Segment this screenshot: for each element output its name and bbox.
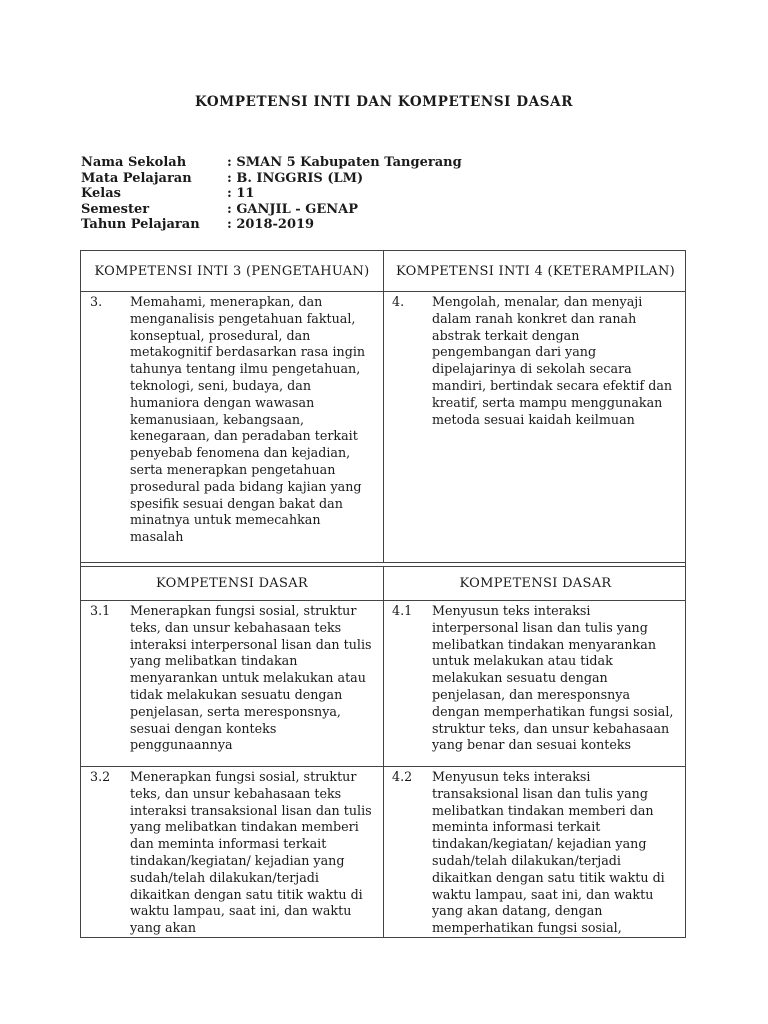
info-row-class <box>81 186 462 202</box>
info-label: Mata Pelajaran <box>81 170 192 186</box>
info-value: : B. INGGRIS (LM) <box>227 170 364 186</box>
item-text: Menerapkan fungsi sosial, struktur teks, dan unsur kebahasaan teks interaksi transaksional lisan dan tulis yang melibatkan tindakan memberi dan meminta informasi terkait tindakan/kegiatan/ kejadian yang sudah/telah dilakukan/terjadi dikaitkan dengan satu titik waktu di waktu lampau, saat ini, dan waktu yang akan <box>130 769 372 936</box>
page-title: KOMPETENSI INTI DAN KOMPETENSI DASAR <box>194 94 574 110</box>
item-text: Menyusun teks interaksi transaksional lisan dan tulis yang melibatkan tindakan memberi dan meminta informasi terkait tindakan/kegiatan/ kejadian yang sudah/telah dilakukan/terjadi dikaitkan dengan satu titik waktu di waktu lampau, saat ini, dan waktu yang akan datang, dengan memperhatikan fungsi sosial, <box>432 769 665 936</box>
info-label: Nama Sekolah <box>81 155 187 170</box>
item-number: 3. <box>90 294 103 309</box>
ki3-header: KOMPETENSI INTI 3 (PENGETAHUAN) <box>94 263 370 279</box>
info-value: : 2018-2019 <box>227 217 315 232</box>
item-text: Memahami, menerapkan, dan menganalisis pengetahuan faktual, konseptual, prosedural, dan metakognitif berdasarkan rasa ingin tahunya tentang ilmu pengetahuan, teknologi, seni, budaya, dan humaniora dengan wawasan kemanusiaan, kebangsaan, kenegaraan, dan peradaban terkait penyebab fenomena dan kejadian, serta menerapkan pengetahuan prosedural pada bidang kajian yang spesifik sesuai dengan bakat dan minatnya untuk memecahkan masalah <box>130 294 366 545</box>
school-info <box>81 155 462 233</box>
item-text: Menerapkan fungsi sosial, struktur teks, dan unsur kebahasaan teks interaksi interpersonal lisan dan tulis yang melibatkan tindakan menyarankan untuk melakukan atau tidak melakukan sesuatu dengan penjelasan, serta meresponsnya, sesuai dengan konteks penggunaannya <box>130 603 372 753</box>
competency-table <box>80 250 686 938</box>
item-text: Menyusun teks interaksi interpersonal lisan dan tulis yang melibatkan tindakan menyarankan untuk melakukan atau tidak melakukan sesuatu dengan penjelasan, dan meresponsnya dengan memperhatikan fungsi sosial, struktur teks, dan unsur kebahasaan yang benar dan sesuai konteks <box>432 603 674 753</box>
ki4-header: KOMPETENSI INTI 4 (KETERAMPILAN) <box>383 251 687 291</box>
item-number: 3.1 <box>90 603 111 618</box>
kd-header-left: KOMPETENSI DASAR <box>156 576 308 591</box>
kd-cell-right <box>383 767 685 937</box>
ki3-cell <box>81 292 383 562</box>
ki4-cell <box>383 292 686 562</box>
info-value: : 11 <box>227 186 255 201</box>
ki-header-row <box>81 251 685 292</box>
info-label: Tahun Pelajaran <box>81 217 200 232</box>
kd-cell-left <box>81 767 383 937</box>
info-row-school <box>81 155 462 171</box>
info-label: Kelas <box>81 186 121 201</box>
info-row-semester <box>81 202 462 218</box>
info-value: : SMAN 5 Kabupaten Tangerang <box>227 155 462 170</box>
item-number: 3.2 <box>90 769 111 784</box>
kd-cell-left <box>81 601 383 766</box>
kd-cell-right <box>383 601 686 766</box>
info-row-year <box>81 217 462 233</box>
kd-header-row <box>81 566 685 601</box>
ki-row <box>81 292 685 563</box>
info-row-subject <box>81 171 462 187</box>
info-label: Semester <box>81 201 150 217</box>
kd-row <box>81 601 685 767</box>
info-value: : GANJIL - GENAP <box>227 201 358 217</box>
kd-row <box>81 767 685 937</box>
item-number: 4. <box>392 294 405 309</box>
item-number: 4.1 <box>392 603 413 618</box>
item-number: 4.2 <box>392 769 413 784</box>
item-text: Mengolah, menalar, dan menyaji dalam ranah konkret dan ranah abstrak terkait dengan pengembangan dari yang dipelajarinya di sekolah secara mandiri, bertindak secara efektif dan kreatif, serta mampu menggunakan metoda sesuai kaidah keilmuan <box>432 294 673 427</box>
kd-header-right: KOMPETENSI DASAR <box>383 567 687 600</box>
